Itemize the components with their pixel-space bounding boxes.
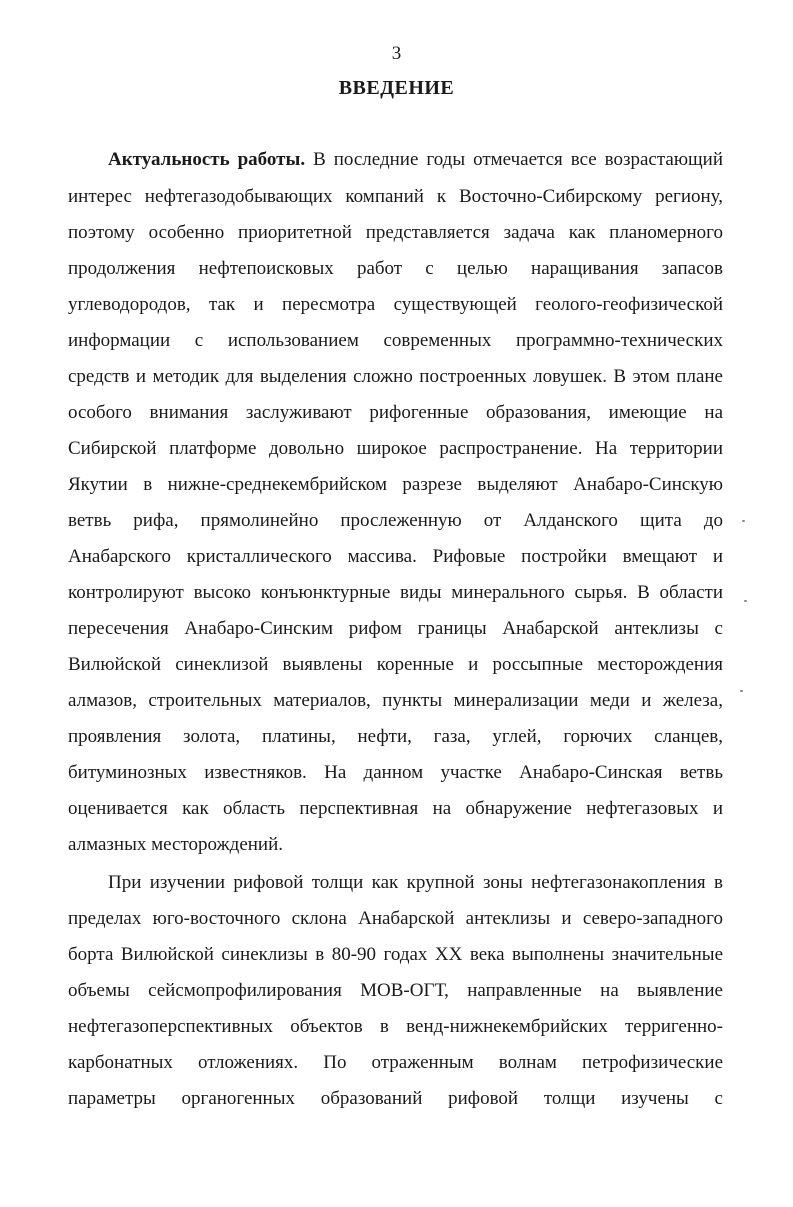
paragraph-2-line: борта Вилюйской синеклизы в 80-90 годах XX века выполнены значительные xyxy=(68,944,723,965)
paragraph-1-line: продолжения нефтепоисковых работ с целью наращивания запасов xyxy=(68,258,723,279)
paragraph-1-line: Анабарского кристаллического массива. Рифовые постройки вмещают и xyxy=(68,546,723,567)
paragraph-2-line: объемы сейсмопрофилирования МОВ-ОГТ, направленные на выявление xyxy=(68,980,723,1001)
paragraph-1-line: Вилюйской синеклизой выявлены коренные и россыпные месторождения xyxy=(68,654,723,675)
paragraph-1-line: особого внимания заслуживают рифогенные образования, имеющие на xyxy=(68,402,723,423)
paragraph-1-line: оценивается как область перспективная на обнаружение нефтегазовых и xyxy=(68,798,723,819)
paragraph-1-line: битуминозных известняков. На данном участке Анабаро-Синская ветвь xyxy=(68,762,723,783)
paragraph-1-line: средств и методик для выделения сложно построенных ловушек. В этом плане xyxy=(68,366,723,387)
paragraph-1-line: интерес нефтегазодобывающих компаний к Восточно-Сибирскому региону, xyxy=(68,186,723,207)
paragraph-1-line: пересечения Анабаро-Синским рифом границы Анабарской антеклизы с xyxy=(68,618,723,639)
section-lead: Актуальность работы. xyxy=(108,149,306,170)
paragraph-1-line: алмазов, строительных материалов, пункты минерализации меди и железа, xyxy=(68,690,723,711)
paragraph-1-line: поэтому особенно приоритетной представляется задача как планомерного xyxy=(68,222,723,243)
page-title: ВВЕДЕНИЕ xyxy=(338,77,455,99)
paragraph-1-line: информации с использованием современных программно-технических xyxy=(68,330,723,351)
paragraph-1-line: ветвь рифа, прямолинейно прослеженную от Алданского щита до xyxy=(68,510,723,531)
paragraph-2-line: параметры органогенных образований рифовой толщи изучены с xyxy=(68,1088,723,1109)
scan-speck xyxy=(740,690,743,692)
paragraph-1-line-1-text: В последние годы отмечается все возрастающий xyxy=(305,149,723,170)
paragraph-2-line: При изучении рифовой толщи как крупной зоны нефтегазонакопления в xyxy=(108,872,723,893)
paragraph-2-line: пределах юго-восточного склона Анабарской антеклизы и северо-западного xyxy=(68,908,723,929)
paragraph-2-line: нефтегазоперспективных объектов в венд-нижнекембрийских терригенно- xyxy=(68,1016,723,1037)
paragraph-1-line: Якутии в нижне-среднекембрийском разрезе выделяют Анабаро-Синскую xyxy=(68,474,723,495)
paragraph-1-line: проявления золота, платины, нефти, газа, углей, горючих сланцев, xyxy=(68,726,723,747)
page-number: 3 xyxy=(391,43,402,64)
paragraph-1-line-1 xyxy=(108,148,723,172)
paragraph-2-line: карбонатных отложениях. По отраженным волнам петрофизические xyxy=(68,1052,723,1073)
paragraph-1-line: Сибирской платформе довольно широкое распространение. На территории xyxy=(68,438,723,459)
scan-speck xyxy=(742,520,745,522)
paragraph-1-line: углеводородов, так и пересмотра существующей геолого-геофизической xyxy=(68,294,723,315)
paragraph-1-line: контролируют высоко конъюнктурные виды минерального сырья. В области xyxy=(68,582,723,603)
paragraph-1-line: алмазных месторождений. xyxy=(68,834,284,855)
scan-speck xyxy=(744,600,747,602)
